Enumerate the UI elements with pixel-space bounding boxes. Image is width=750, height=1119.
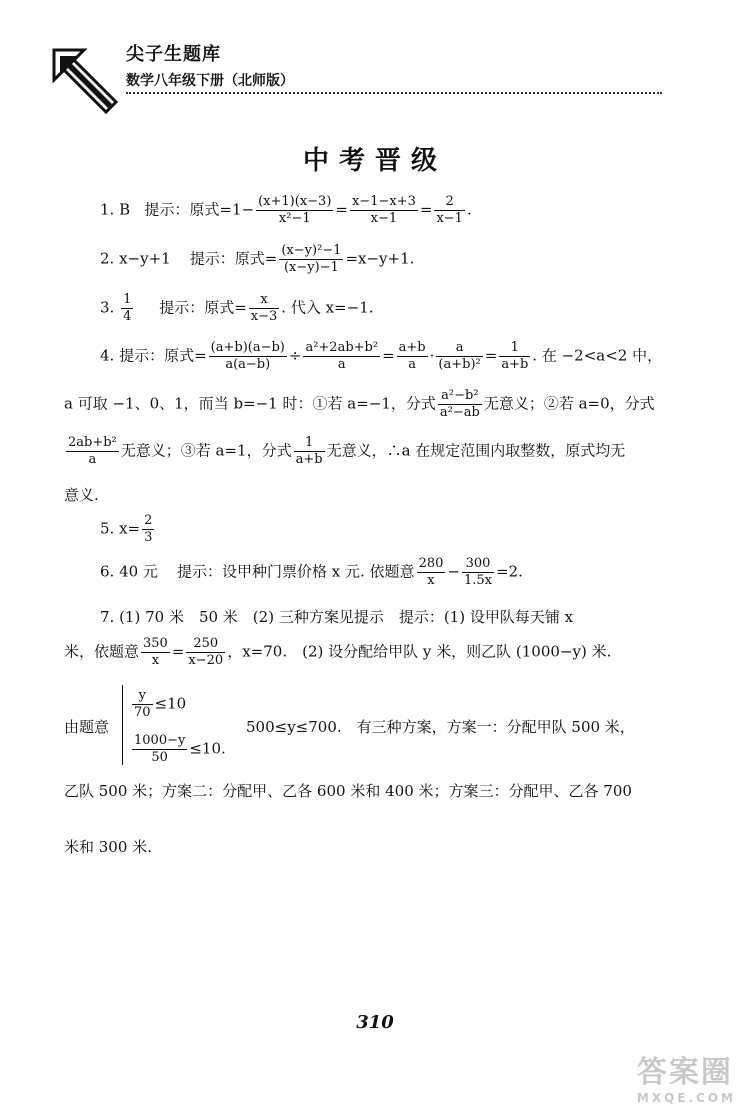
fraction: $\frac{\text{2ab+b²}}{a}$ [68, 435, 117, 467]
answer-3: 3. $\frac{1}{4}$ 提示：原式= $\frac{x}{x-3}$ . 代入 x=−1. [100, 292, 374, 324]
watermark [637, 1047, 736, 1105]
fraction: $\frac{a+b}{a}$ [398, 340, 426, 372]
answer-4-line-2: a 可取 −1、0、1，而当 b=−1 时：①若 a=−1，分式 $\frac{\text{a²−b²}}{\text{a²−ab}}$ 无意义；②若 a=0，分式 [64, 388, 655, 420]
answer-3-number: 3. [100, 298, 115, 317]
fraction: $\frac{250}{x-20}$ [188, 636, 224, 668]
inequality-1: $\frac{y}{70}$ ≤10 [134, 688, 187, 720]
fraction: $\frac{2}{x-1}$ [436, 194, 463, 226]
fraction: $\frac{(a+b)(a-b)}{a(a-b)}$ [210, 340, 285, 372]
answer-5: 5. x= $\frac{2}{3}$ [100, 513, 153, 545]
fraction: $\frac{\text{a²−b²}}{\text{a²−ab}}$ [439, 388, 480, 420]
answer-4-line-1: 4. 提示：原式= $\frac{(a+b)(a-b)}{a(a-b)}$ ÷ $\frac{\text{a²+2ab+b²}}{a}$ = $\frac{a+b}{a}$ · $\frac{a}{\text{(a+b)²}}$ = $\frac{1}{a+b}$ . 在 −2<a<2 中， [100, 340, 663, 372]
answer-6: 6. 40 元 提示：设甲种门票价格 x 元. 依题意 $\frac{280}{x}$ − $\frac{300}{1.5x}$ =2. [100, 556, 523, 588]
section-title: 中考晋级 [302, 146, 447, 176]
fraction: $\frac{1}{a+b}$ [501, 340, 529, 372]
answer-7-line-5: 米和 300 米. [64, 838, 152, 856]
fraction: $\frac{2}{3}$ [144, 513, 153, 545]
system-brace [122, 685, 129, 765]
answer-1-number: 1. B [100, 200, 131, 219]
answer-2: 2. x−y+1 提示：原式= $\frac{\text{(x−y)²−1}}{(x-y)-1}$ =x−y+1. [100, 243, 415, 275]
inequality-prefix: 由题意 [64, 718, 110, 736]
page-number: 310 [356, 1012, 394, 1033]
header-divider [126, 92, 662, 94]
arrow-logo-icon [50, 46, 122, 118]
answer-1: 1. B 提示：原式=1− $\frac{(x+1)(x-3)}{\text{x²−1}}$ = $\frac{x-1-x+3}{x-1}$ = $\frac{2}{x-1}$ . [100, 194, 472, 226]
fraction: $\frac{1000-y}{50}$ [134, 733, 186, 765]
fraction: $\frac{(x+1)(x-3)}{\text{x²−1}}$ [258, 194, 332, 226]
answer-7-line-2: 米，依题意 $\frac{350}{x}$ = $\frac{250}{x-20}$ ，x=70. (2) 设分配给甲队 y 米，则乙队 (1000−y) 米. [64, 636, 612, 668]
answer-7-line-4: 乙队 500 米；方案二：分配甲、乙各 600 米和 400 米；方案三：分配甲、乙各 700 [64, 782, 632, 800]
book-subtitle: 数学八年级下册（北师版） [126, 73, 294, 89]
fraction: $\frac{a}{\text{(a+b)²}}$ [438, 340, 481, 372]
answer-7-line-1: 7. (1) 70 米 50 米 (2) 三种方案见提示 提示：(1) 设甲队每天铺 x [100, 608, 574, 626]
inequality-2: $\frac{1000-y}{50}$ ≤10. [134, 733, 226, 765]
fraction: $\frac{\text{a²+2ab+b²}}{a}$ [305, 340, 379, 372]
fraction: $\frac{\text{(x−y)²−1}}{(x-y)-1}$ [281, 243, 342, 275]
fraction: $\frac{1}{a+b}$ [295, 435, 323, 467]
fraction: $\frac{x}{x-3}$ [250, 292, 278, 324]
answer-3-hint: 提示：原式= [159, 298, 247, 317]
book-series-title: 尖子生题库 [126, 44, 221, 65]
fraction: $\frac{1}{4}$ [123, 292, 132, 324]
answer-2-hint: 提示：原式= [189, 249, 278, 268]
fraction: $\frac{x-1-x+3}{x-1}$ [351, 194, 416, 226]
answer-4-line-4: 意义. [64, 486, 99, 504]
fraction: $\frac{300}{1.5x}$ [463, 556, 492, 588]
fraction: $\frac{y}{70}$ [134, 688, 151, 720]
answer-2-number: 2. x−y+1 [100, 249, 171, 268]
answer-1-hint: 提示：原式=1− [144, 200, 255, 219]
watermark-url: MXQE.COM [636, 1091, 736, 1105]
answer-7-result: 500≤y≤700. 有三种方案，方案一：分配甲队 500 米， [246, 718, 635, 736]
answer-4-line-3: $\frac{\text{2ab+b²}}{a}$ 无意义；③若 a=1，分式 $\frac{1}{a+b}$ 无意义，∴a 在规定范围内取整数，原式均无 [68, 435, 626, 467]
watermark-text: 答案圈 [636, 1055, 733, 1090]
fraction: $\frac{280}{x}$ [418, 556, 444, 588]
fraction: $\frac{350}{x}$ [143, 636, 168, 668]
